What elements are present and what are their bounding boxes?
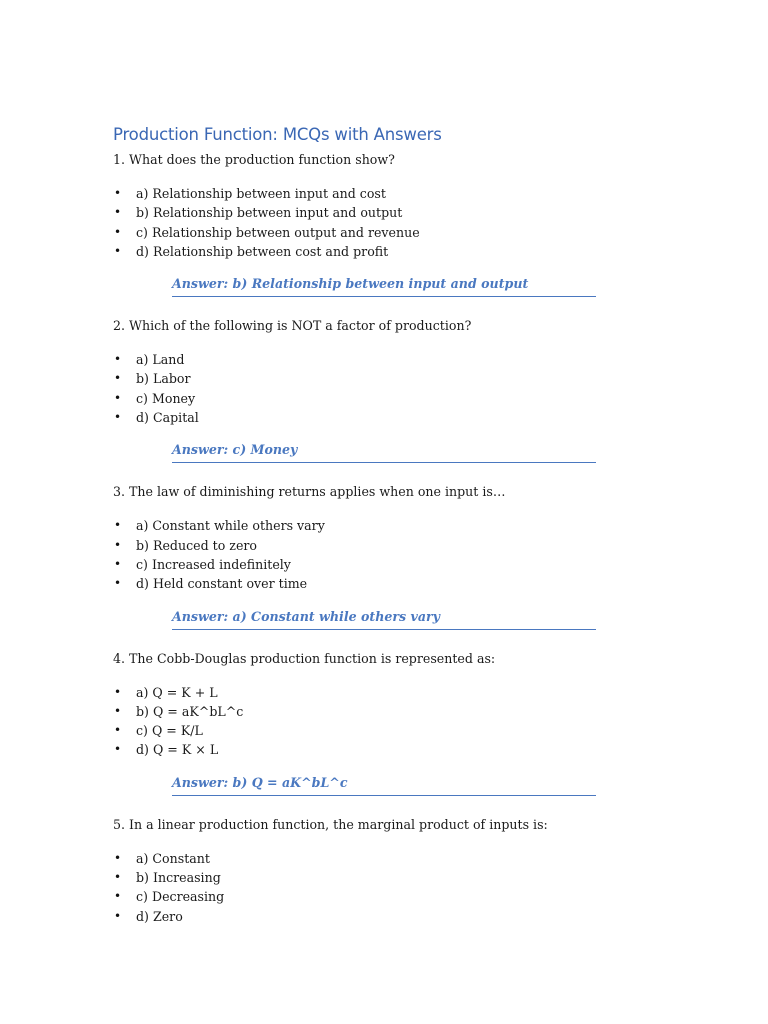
answer-box — [172, 772, 596, 796]
bullet-icon: • — [114, 723, 122, 738]
option-item — [113, 408, 633, 427]
option-text: a) Relationship between input and cost — [136, 186, 386, 201]
bullet-icon: • — [114, 684, 122, 699]
bullet-icon: • — [114, 410, 122, 425]
options-list — [113, 683, 633, 760]
option-item — [113, 350, 633, 369]
bullet-icon: • — [114, 850, 122, 865]
option-item — [113, 574, 633, 593]
option-text: d) Capital — [136, 410, 199, 426]
option-text: d) Relationship between cost and profit — [136, 243, 389, 259]
answer-box — [172, 439, 596, 463]
question-text: 2. Which of the following is NOT a factor of production? — [113, 318, 472, 334]
question-text: 4. The Cobb-Douglas production function is represented as: — [113, 650, 496, 666]
option-item — [113, 721, 633, 740]
bullet-icon: • — [114, 243, 122, 258]
answer-text: Answer: c) Money — [172, 442, 298, 458]
question-text: 5. In a linear production function, the marginal product of inputs is: — [113, 816, 548, 832]
bullet-icon: • — [114, 205, 122, 220]
option-text: d) Q = K × L — [136, 742, 219, 758]
bullet-icon: • — [114, 908, 122, 923]
option-item — [113, 887, 633, 906]
answer-box — [172, 606, 596, 630]
option-text: c) Money — [136, 390, 196, 406]
bullet-icon: • — [114, 537, 122, 552]
option-item — [113, 740, 633, 759]
question-text: 3. The law of diminishing returns applies when one input is… — [113, 484, 506, 500]
option-text: c) Relationship between output and revenue — [136, 224, 420, 240]
option-text: b) Increasing — [136, 870, 221, 886]
option-item — [113, 389, 633, 408]
bullet-icon: • — [114, 186, 122, 200]
answer-text: Answer: a) Constant while others vary — [172, 608, 440, 624]
document-title: Production Function: MCQs with Answers — [113, 125, 442, 144]
question-3 — [113, 484, 633, 629]
option-item — [113, 516, 633, 535]
bullet-icon: • — [114, 390, 122, 405]
options-list — [113, 516, 633, 593]
bullet-icon: • — [114, 352, 122, 367]
answer-text: Answer: b) Relationship between input and output — [172, 276, 529, 292]
question-1 — [113, 152, 633, 297]
question-5 — [113, 817, 633, 926]
document-page — [113, 124, 633, 947]
option-text: a) Land — [136, 352, 185, 368]
option-item — [113, 203, 633, 222]
option-text: c) Increased indefinitely — [136, 556, 291, 572]
option-item — [113, 555, 633, 574]
option-text: a) Q = K + L — [136, 684, 218, 700]
option-text: c) Decreasing — [136, 889, 225, 905]
option-item — [113, 702, 633, 721]
bullet-icon: • — [114, 870, 122, 885]
options-list — [113, 350, 633, 427]
bullet-icon: • — [114, 889, 122, 904]
bullet-icon: • — [114, 371, 122, 386]
options-list — [113, 849, 633, 926]
bullet-icon: • — [114, 224, 122, 239]
option-text: b) Relationship between input and output — [136, 205, 403, 221]
option-text: d) Held constant over time — [136, 576, 308, 592]
option-text: b) Labor — [136, 371, 191, 387]
answer-text: Answer: b) Q = aK^bL^c — [172, 774, 348, 790]
bullet-icon: • — [114, 556, 122, 571]
bullet-icon: • — [114, 518, 122, 533]
option-text: b) Q = aK^bL^c — [136, 703, 244, 719]
bullet-icon: • — [114, 703, 122, 718]
option-item — [113, 683, 633, 702]
question-text: 1. What does the production function show? — [113, 152, 395, 167]
question-4 — [113, 651, 633, 796]
option-item — [113, 868, 633, 887]
options-list — [113, 184, 633, 261]
answer-box — [172, 273, 596, 297]
option-text: a) Constant — [136, 850, 210, 866]
option-item — [113, 536, 633, 555]
option-item — [113, 369, 633, 388]
option-item — [113, 907, 633, 926]
option-text: a) Constant while others vary — [136, 518, 325, 534]
question-2 — [113, 318, 633, 463]
bullet-icon: • — [114, 576, 122, 591]
option-item — [113, 849, 633, 868]
option-item — [113, 242, 633, 261]
bullet-icon: • — [114, 742, 122, 757]
option-text: b) Reduced to zero — [136, 537, 257, 553]
option-text: d) Zero — [136, 908, 183, 924]
option-item — [113, 223, 633, 242]
option-item — [113, 184, 633, 203]
option-text: c) Q = K/L — [136, 723, 203, 739]
